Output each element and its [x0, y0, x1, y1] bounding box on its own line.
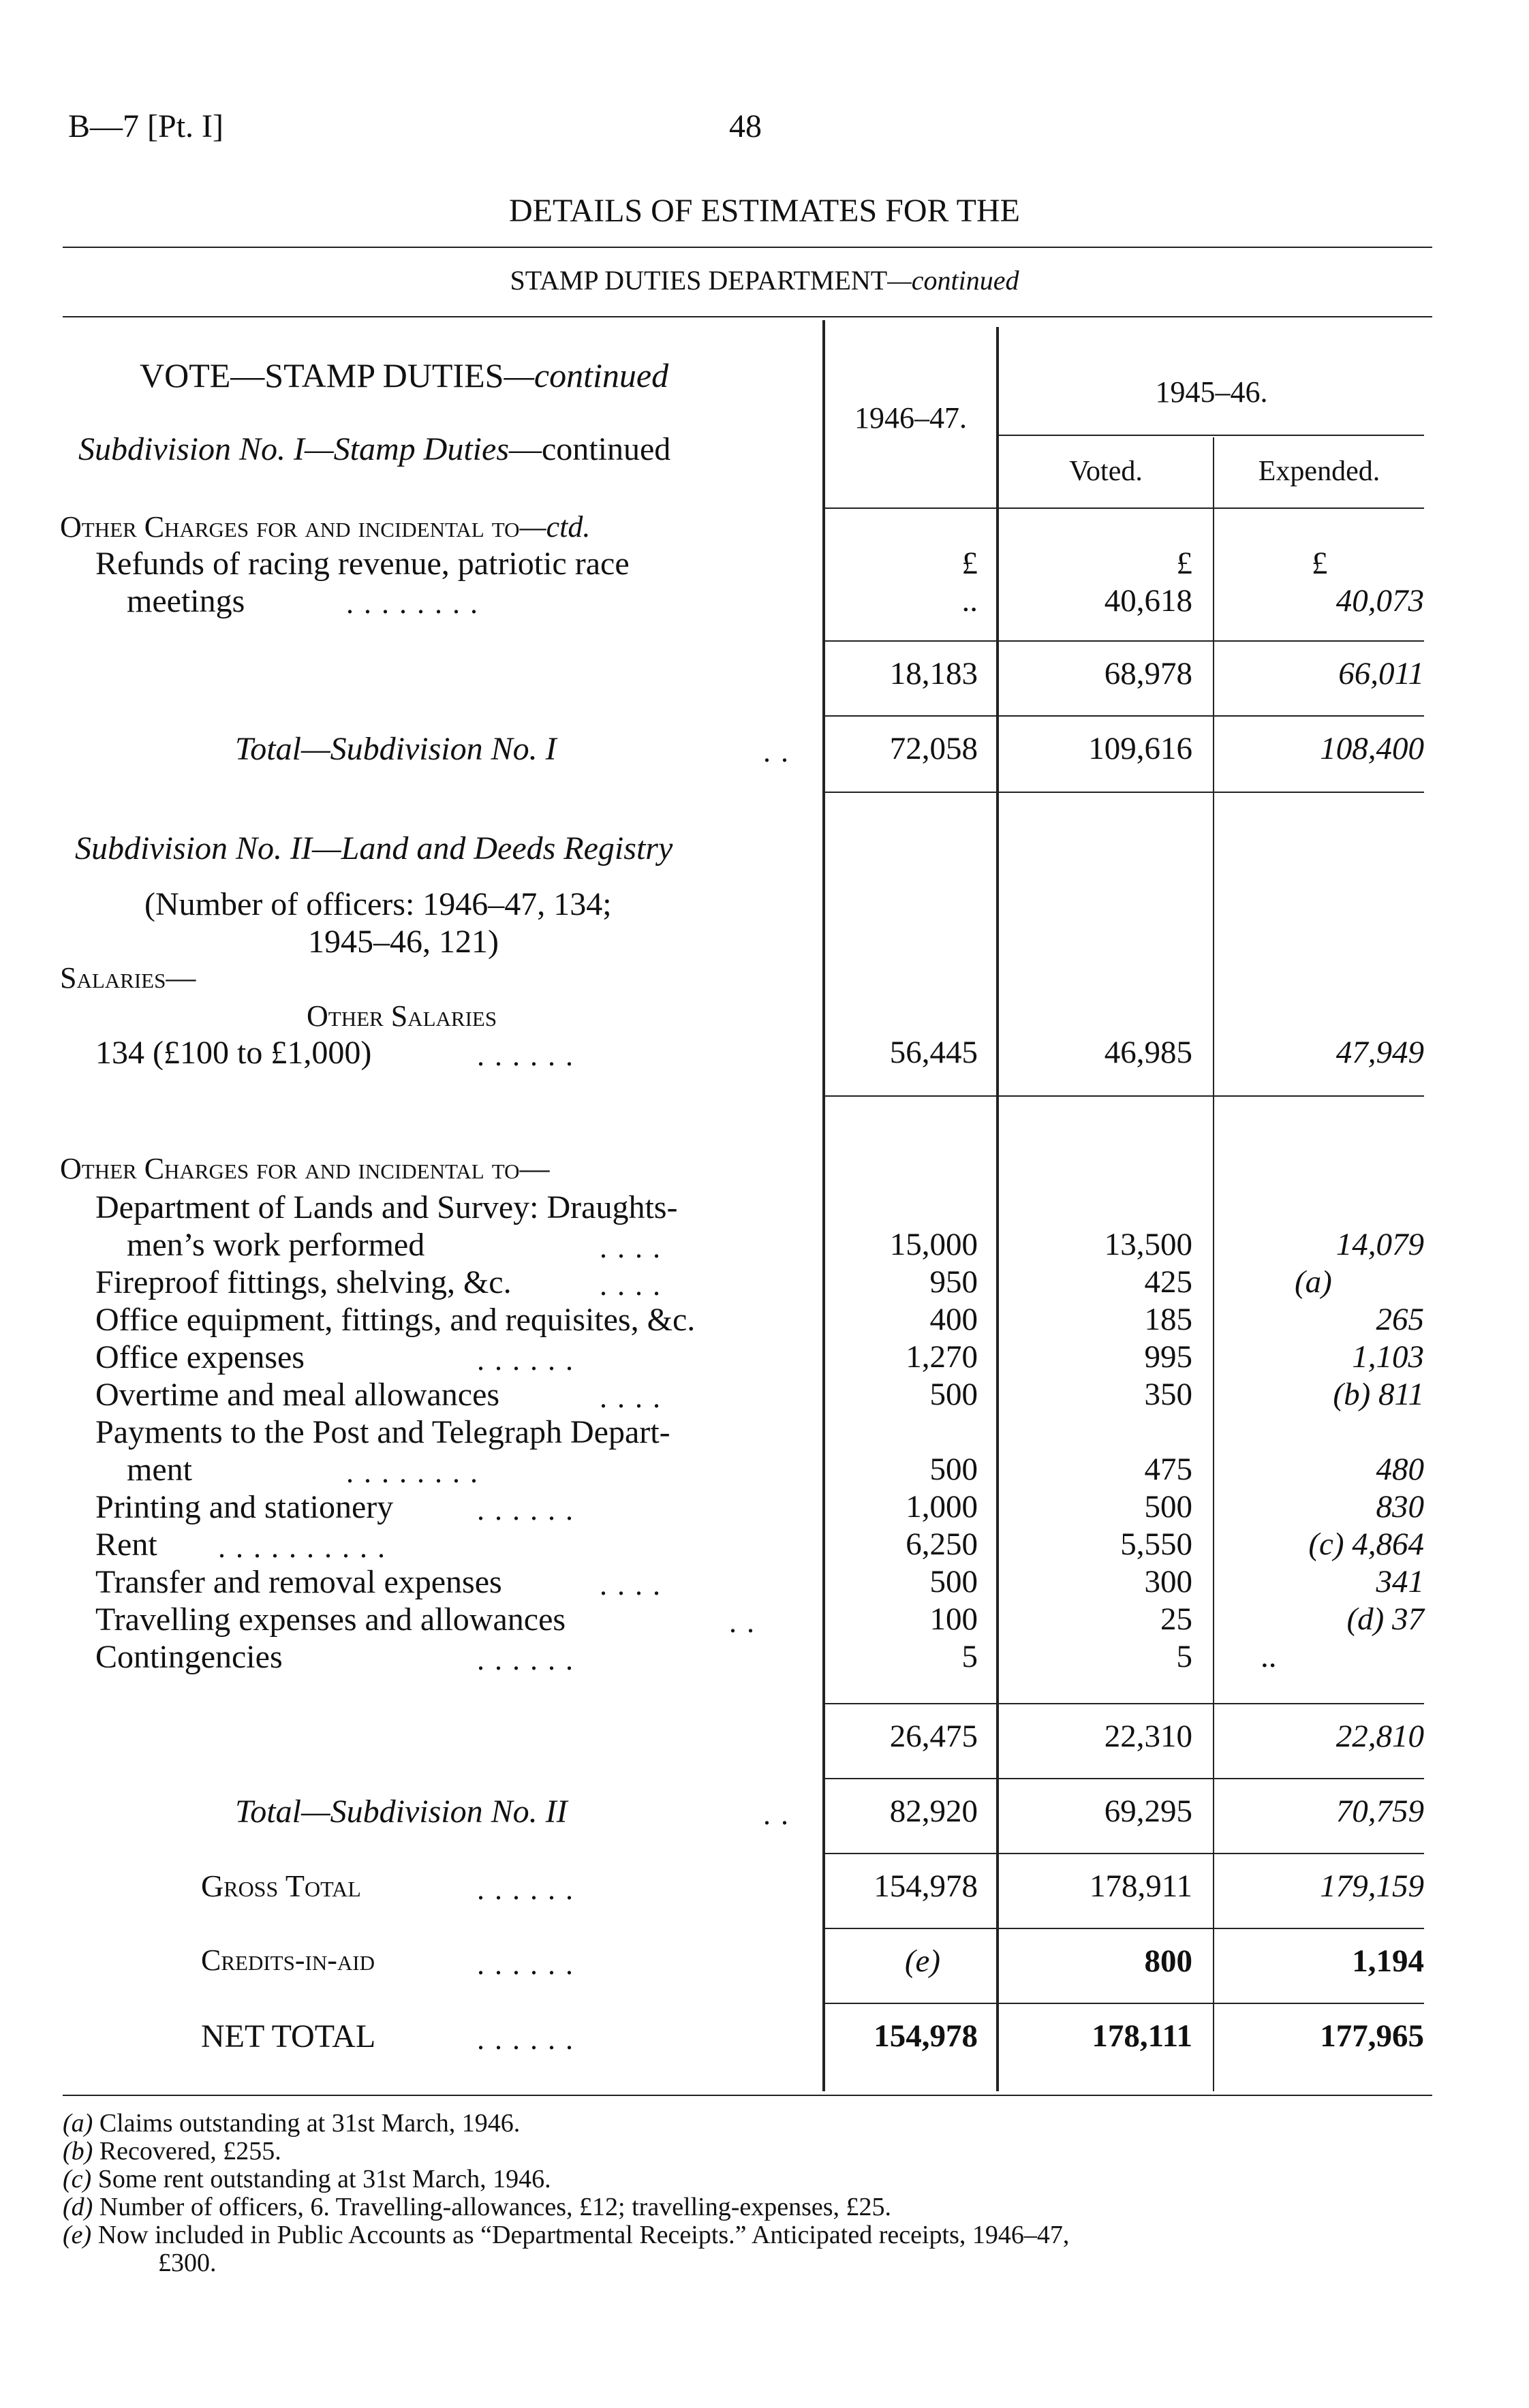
subdivision-two-title: Subdivision No. II—Land and Deeds Registry — [75, 830, 673, 866]
sub1-subtotal-expended: 66,011 — [1338, 656, 1424, 691]
other-charges-heading-1 — [60, 510, 590, 544]
item-printing-voted: 500 — [1144, 1489, 1192, 1524]
currency-1946-47: £ — [961, 546, 978, 581]
credits-in-aid-voted: 800 — [1144, 1943, 1192, 1979]
item-travelling: Travelling expenses and allowances — [95, 1601, 566, 1638]
sub1-total-1946-47: 72,058 — [889, 731, 978, 766]
gross-total-expended: 179,159 — [1320, 1868, 1424, 1904]
column-group-1945-46: 1945–46. — [1155, 375, 1268, 409]
item-office-expenses: Office expenses — [95, 1339, 305, 1375]
footnote-c — [63, 2164, 551, 2194]
column-header-rule — [825, 507, 1424, 509]
net-total-label: NET TOTAL — [201, 2018, 376, 2054]
item-rent-voted: 5,550 — [1120, 1527, 1192, 1562]
page-number: 48 — [729, 108, 762, 144]
salary-voted: 46,985 — [1104, 1035, 1192, 1070]
dot-leader: . . — [729, 1606, 756, 1639]
credits-rule — [825, 1928, 1424, 1929]
department-name: STAMP DUTIES DEPARTMENT — [510, 265, 888, 296]
footnote-mark: (d) — [63, 2193, 93, 2221]
item-overtime-1946-47: 500 — [929, 1377, 978, 1412]
subdivision-one-continued: —continued — [509, 431, 671, 467]
officers-line-1: (Number of officers: 1946–47, 134; — [144, 886, 612, 922]
footnote-b — [63, 2136, 281, 2166]
dot-leader: . . — [763, 735, 790, 768]
footnote-text: Recovered, £255. — [99, 2137, 281, 2165]
net-total-expended: 177,965 — [1320, 2018, 1424, 2054]
item-fireproof-fittings: Fireproof fittings, shelving, &c. — [95, 1264, 512, 1300]
column-divider-expended — [1213, 437, 1214, 2091]
title-rule — [63, 247, 1432, 248]
item-fireproof-voted: 425 — [1144, 1264, 1192, 1300]
item-rent-1946-47: 6,250 — [906, 1527, 978, 1562]
refunds-line-1: Refunds of racing revenue, patriotic race — [95, 546, 630, 582]
gross-total-label: Gross Total — [201, 1868, 361, 1903]
item-printing-expended: 830 — [1376, 1489, 1424, 1524]
sub2-subtotal-voted: 22,310 — [1104, 1719, 1192, 1754]
currency-expended: £ — [1312, 546, 1328, 581]
item-overtime-voted: 350 — [1144, 1377, 1192, 1412]
column-divider-right — [996, 327, 999, 2091]
item-transfer-removal: Transfer and removal expenses — [95, 1564, 502, 1600]
refunds-1946-47: .. — [961, 583, 978, 619]
item-post-telegraph-voted: 475 — [1144, 1452, 1192, 1487]
net-total-1946-47: 154,978 — [874, 2018, 978, 2054]
footnote-mark: (e) — [63, 2221, 92, 2249]
net-rule — [825, 2003, 1424, 2004]
dot-leader: . . . . . . . . — [346, 1456, 479, 1489]
item-contingencies: Contingencies — [95, 1639, 283, 1675]
column-divider-left — [822, 320, 825, 2091]
sub2-total-1946-47: 82,920 — [889, 1794, 978, 1829]
gross-total-1946-47: 154,978 — [874, 1868, 978, 1904]
footnote-d — [63, 2192, 891, 2222]
item-post-telegraph-expended: 480 — [1376, 1452, 1424, 1487]
credits-in-aid-expended: 1,194 — [1352, 1943, 1424, 1979]
salary-expended: 47,949 — [1335, 1035, 1424, 1070]
sub2-total-label: Total—Subdivision No. II — [235, 1794, 568, 1830]
refunds-expended: 40,073 — [1335, 583, 1424, 619]
item-rent: Rent — [95, 1527, 157, 1563]
item-post-telegraph-line-2: ment — [127, 1452, 192, 1488]
dot-leader: . . . . . . — [477, 1343, 574, 1377]
item-lands-survey-1946-47: 15,000 — [889, 1227, 978, 1262]
vote-title-text: VOTE—STAMP DUTIES — [140, 356, 504, 394]
dot-leader: . . . . . . . . — [346, 587, 479, 620]
item-office-expenses-1946-47: 1,270 — [906, 1339, 978, 1375]
dot-leader: . . . . . . . . . . — [218, 1531, 386, 1564]
item-travelling-expended: (d) 37 — [1346, 1601, 1424, 1637]
footnote-e-continued: £300. — [158, 2249, 217, 2277]
item-office-equipment: Office equipment, fittings, and requisites, &c. — [95, 1302, 696, 1338]
item-lands-survey-voted: 13,500 — [1104, 1227, 1192, 1262]
salary-1946-47: 56,445 — [889, 1035, 978, 1070]
net-total-voted: 178,111 — [1092, 2018, 1192, 2054]
total-rule-2 — [825, 1778, 1424, 1779]
item-overtime-expended: (b) 811 — [1333, 1377, 1424, 1412]
dot-leader: . . . . — [600, 1231, 662, 1264]
item-fireproof-expended: (a) — [1295, 1264, 1332, 1300]
other-salaries-heading: Other Salaries — [307, 999, 497, 1033]
gross-total-voted: 178,911 — [1089, 1868, 1192, 1904]
item-post-telegraph-line-1: Payments to the Post and Telegraph Depart- — [95, 1414, 670, 1450]
footnote-text: Now included in Public Accounts as “Departmental Receipts.” Anticipated receipts, 1946–47, — [97, 2221, 1070, 2249]
item-fireproof-1946-47: 950 — [929, 1264, 978, 1300]
item-office-equipment-voted: 185 — [1144, 1302, 1192, 1337]
item-transfer-removal-voted: 300 — [1144, 1564, 1192, 1599]
dot-leader: . . . . . . — [477, 2022, 574, 2056]
sub2-total-expended: 70,759 — [1335, 1794, 1424, 1829]
sub1-total-expended: 108,400 — [1320, 731, 1424, 766]
footnote-text: Claims outstanding at 31st March, 1946. — [99, 2109, 521, 2138]
other-charges-continued: —ctd. — [519, 510, 591, 544]
footnote-mark: (a) — [63, 2109, 93, 2138]
column-heading-1946-47: 1946–47. — [854, 401, 967, 435]
vote-title — [140, 356, 668, 395]
group-header-rule — [999, 435, 1424, 436]
column-heading-expended: Expended. — [1258, 456, 1380, 487]
item-contingencies-voted: 5 — [1176, 1639, 1192, 1674]
dot-leader: . . . . . . — [477, 1948, 574, 1981]
item-travelling-voted: 25 — [1160, 1601, 1192, 1637]
footnote-e — [63, 2220, 1069, 2250]
salary-line: 134 (£100 to £1,000) — [95, 1035, 372, 1071]
dot-leader: . . . . — [600, 1268, 662, 1302]
other-charges-heading-2: Other Charges for and incidental to— — [60, 1152, 550, 1185]
item-office-equipment-1946-47: 400 — [929, 1302, 978, 1337]
item-lands-survey-line-2: men’s work performed — [127, 1227, 425, 1263]
item-office-expenses-voted: 995 — [1144, 1339, 1192, 1375]
credits-in-aid-1946-47: (e) — [904, 1943, 940, 1979]
sub2-total-voted: 69,295 — [1104, 1794, 1192, 1829]
officers-line-2: 1945–46, 121) — [308, 924, 499, 960]
item-post-telegraph-1946-47: 500 — [929, 1452, 978, 1487]
item-travelling-1946-47: 100 — [929, 1601, 978, 1637]
header-rule — [63, 316, 1432, 317]
dot-leader: . . . . . . — [477, 1873, 574, 1906]
item-overtime: Overtime and meal allowances — [95, 1377, 500, 1413]
footnote-a — [63, 2108, 520, 2138]
salary-rule — [825, 1095, 1424, 1097]
vote-title-continued: —continued — [504, 356, 669, 394]
item-transfer-removal-expended: 341 — [1376, 1564, 1424, 1599]
sub1-subtotal-1946-47: 18,183 — [889, 656, 978, 691]
currency-voted: £ — [1176, 546, 1192, 581]
section-rule-1 — [825, 792, 1424, 793]
other-charges-label: Other Charges for and incidental to — [60, 510, 520, 544]
dot-leader: . . . . . . — [477, 1643, 574, 1676]
column-heading-voted: Voted. — [1069, 456, 1143, 487]
item-printing-1946-47: 1,000 — [906, 1489, 978, 1524]
item-contingencies-1946-47: 5 — [961, 1639, 978, 1674]
gross-rule — [825, 1853, 1424, 1854]
item-rent-expended: (c) 4,864 — [1308, 1527, 1424, 1562]
subdivision-one-title: Subdivision No. I—Stamp Duties — [78, 431, 509, 467]
dot-leader: . . — [763, 1798, 790, 1831]
total-rule-1 — [825, 715, 1424, 717]
footnote-mark: (b) — [63, 2137, 93, 2165]
subtotal-rule-2 — [825, 1703, 1424, 1704]
item-office-expenses-expended: 1,103 — [1352, 1339, 1424, 1375]
dot-leader: . . . . — [600, 1381, 662, 1414]
item-contingencies-expended: .. — [1261, 1639, 1277, 1674]
refunds-line-2: meetings — [127, 583, 245, 619]
sub1-total-voted: 109,616 — [1088, 731, 1192, 766]
footnote-text: Number of officers, 6. Travelling-allowances, £12; travelling-expenses, £25. — [99, 2193, 892, 2221]
footer-rule — [63, 2095, 1432, 2096]
sub2-subtotal-expended: 22,810 — [1335, 1719, 1424, 1754]
item-transfer-removal-1946-47: 500 — [929, 1564, 978, 1599]
refunds-voted: 40,618 — [1104, 583, 1192, 619]
item-lands-survey-line-1: Department of Lands and Survey: Draughts- — [95, 1189, 678, 1225]
item-printing: Printing and stationery — [95, 1489, 394, 1525]
department-continued: —continued — [887, 265, 1019, 296]
sub1-total-label: Total—Subdivision No. I — [235, 731, 557, 767]
dot-leader: . . . . — [600, 1568, 662, 1601]
footnote-text: Some rent outstanding at 31st March, 1946. — [97, 2165, 551, 2193]
department-heading — [0, 264, 1529, 296]
dot-leader: . . . . . . — [477, 1493, 574, 1527]
subdivision-one-heading — [78, 431, 670, 468]
dot-leader: . . . . . . — [477, 1039, 574, 1072]
footnote-mark: (c) — [63, 2165, 92, 2193]
item-office-equipment-expended: 265 — [1376, 1302, 1424, 1337]
subtotal-rule-1 — [825, 640, 1424, 642]
page-reference: B—7 [Pt. I] — [68, 108, 223, 144]
item-lands-survey-expended: 14,079 — [1335, 1227, 1424, 1262]
page-title: DETAILS OF ESTIMATES FOR THE — [509, 193, 1020, 229]
sub2-subtotal-1946-47: 26,475 — [889, 1719, 978, 1754]
salaries-heading: Salaries— — [60, 961, 196, 995]
credits-in-aid-label: Credits-in-aid — [201, 1943, 375, 1977]
sub1-subtotal-voted: 68,978 — [1104, 656, 1192, 691]
